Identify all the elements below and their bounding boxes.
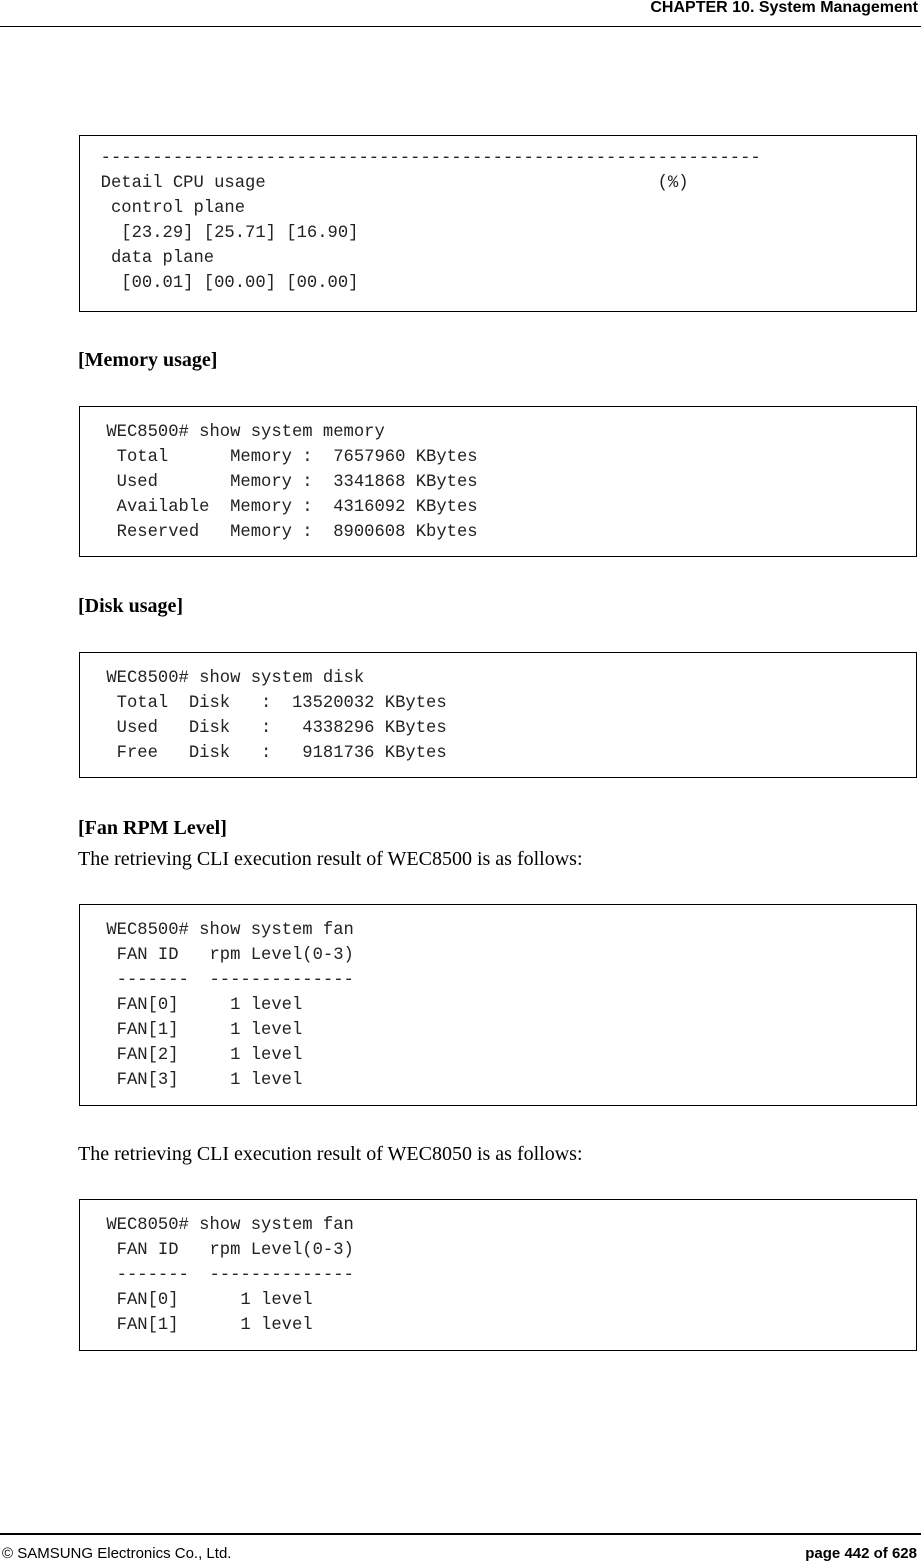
disk-usage-code-box [79, 652, 917, 778]
memory-usage-code-box [79, 406, 917, 557]
memory-usage-heading: [Memory usage] [78, 349, 218, 371]
chapter-title: CHAPTER 10. System Management [650, 0, 918, 16]
cpu-usage-output: ---------------------------------------------------------------- Detail CPU usage (%) control plane [23.29] [25.71] [16.90] data plane [00.01] [00.00] [00.00] [100, 149, 761, 293]
disk-usage-output: WEC8500# show system disk Total Disk : 13520032 KBytes Used Disk : 4338296 KBytes Free Disk : 9181736 KBytes [106, 669, 447, 763]
disk-usage-heading: [Disk usage] [78, 595, 184, 617]
wec8050-fan-output: WEC8050# show system fan FAN ID rpm Level(0-3) ------- -------------- FAN[0] 1 level FAN[1] 1 level [106, 1216, 354, 1335]
footer-page-number: page 442 of 628 [805, 1545, 917, 1562]
footer-divider [0, 1533, 921, 1535]
cpu-usage-code-box [79, 135, 917, 312]
wec8500-fan-output: WEC8500# show system fan FAN ID rpm Level(0-3) ------- -------------- FAN[0] 1 level FAN[1] 1 level FAN[2] 1 level FAN[3] 1 level [106, 921, 354, 1090]
wec8500-fan-code-box [79, 904, 917, 1106]
memory-usage-output: WEC8500# show system memory Total Memory : 7657960 KBytes Used Memory : 3341868 KBytes Available Memory : 4316092 KBytes Reserved Memory : 8900608 Kbytes [106, 423, 478, 542]
wec8500-intro-text: The retrieving CLI execution result of WEC8500 is as follows: [78, 848, 583, 870]
wec8050-fan-code-box [79, 1199, 917, 1351]
footer-copyright: © SAMSUNG Electronics Co., Ltd. [2, 1545, 232, 1562]
header-divider [0, 26, 921, 27]
wec8050-intro-text: The retrieving CLI execution result of WEC8050 is as follows: [78, 1143, 583, 1165]
fan-rpm-heading: [Fan RPM Level] [78, 817, 227, 839]
